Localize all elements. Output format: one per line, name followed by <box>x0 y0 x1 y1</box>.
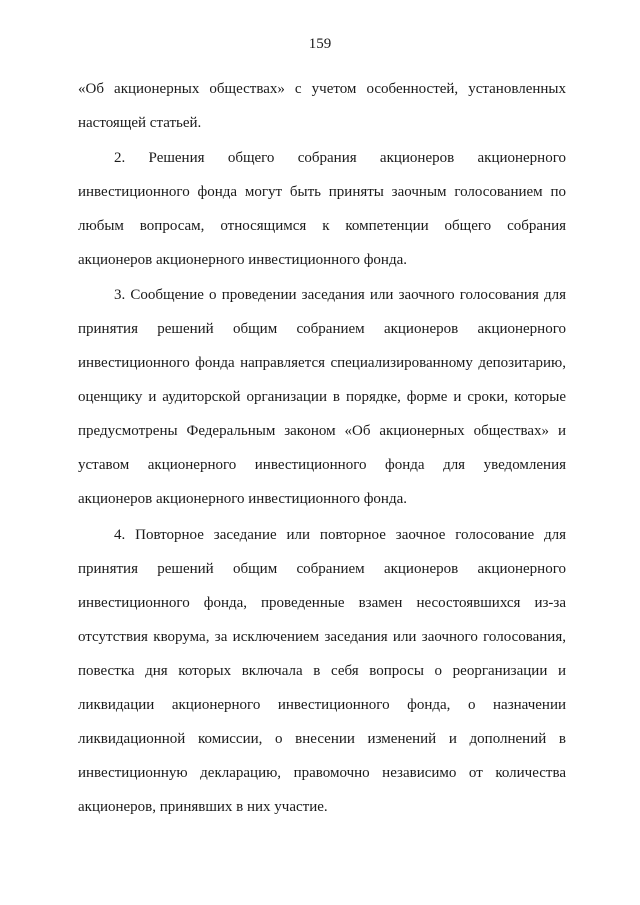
paragraph-item-3 <box>78 278 566 516</box>
text-line: повестка дня которых включала в себя вопросы о реорганизации и <box>78 663 566 679</box>
text-line: 4. Повторное заседание или повторное заочное голосование для <box>114 527 566 543</box>
paragraph-continuation <box>78 72 566 140</box>
text-line: оценщику и аудиторской организации в порядке, форме и сроки, которые <box>78 389 566 405</box>
text-line: акционеров, принявших в них участие. <box>78 799 328 815</box>
document-body <box>78 72 566 824</box>
page-number: 159 <box>308 36 332 52</box>
text-line: отсутствия кворума, за исключением заседания или заочного голосования, <box>78 629 566 645</box>
text-line: ликвидации акционерного инвестиционного фонда, о назначении <box>78 697 566 713</box>
text-line: 3. Сообщение о проведении заседания или заочного голосования для <box>114 287 566 303</box>
text-line: инвестиционную декларацию, правомочно независимо от количества <box>78 765 566 781</box>
text-line: акционеров акционерного инвестиционного фонда. <box>78 491 408 507</box>
text-line: настоящей статьей. <box>78 115 202 131</box>
text-line: ликвидационной комиссии, о внесении изменений и дополнений в <box>78 731 566 747</box>
text-line: 2. Решения общего собрания акционеров акционерного <box>114 150 566 166</box>
text-line: инвестиционного фонда, проведенные взамен несостоявшихся из-за <box>78 595 566 611</box>
text-line: акционеров акционерного инвестиционного фонда. <box>78 252 408 268</box>
text-line: принятия решений общим собранием акционеров акционерного <box>78 321 566 337</box>
text-line: инвестиционного фонда направляется специализированному депозитарию, <box>78 355 566 371</box>
text-line: уставом акционерного инвестиционного фонда для уведомления <box>78 457 566 473</box>
paragraph-item-4 <box>78 518 566 824</box>
paragraph-item-2 <box>78 141 566 277</box>
text-line: инвестиционного фонда могут быть приняты заочным голосованием по <box>78 184 566 200</box>
text-line: принятия решений общим собранием акционеров акционерного <box>78 561 566 577</box>
text-line: предусмотрены Федеральным законом «Об акционерных обществах» и <box>78 423 566 439</box>
text-line: любым вопросам, относящимся к компетенции общего собрания <box>78 218 566 234</box>
text-line: «Об акционерных обществах» с учетом особенностей, установленных <box>78 81 566 97</box>
